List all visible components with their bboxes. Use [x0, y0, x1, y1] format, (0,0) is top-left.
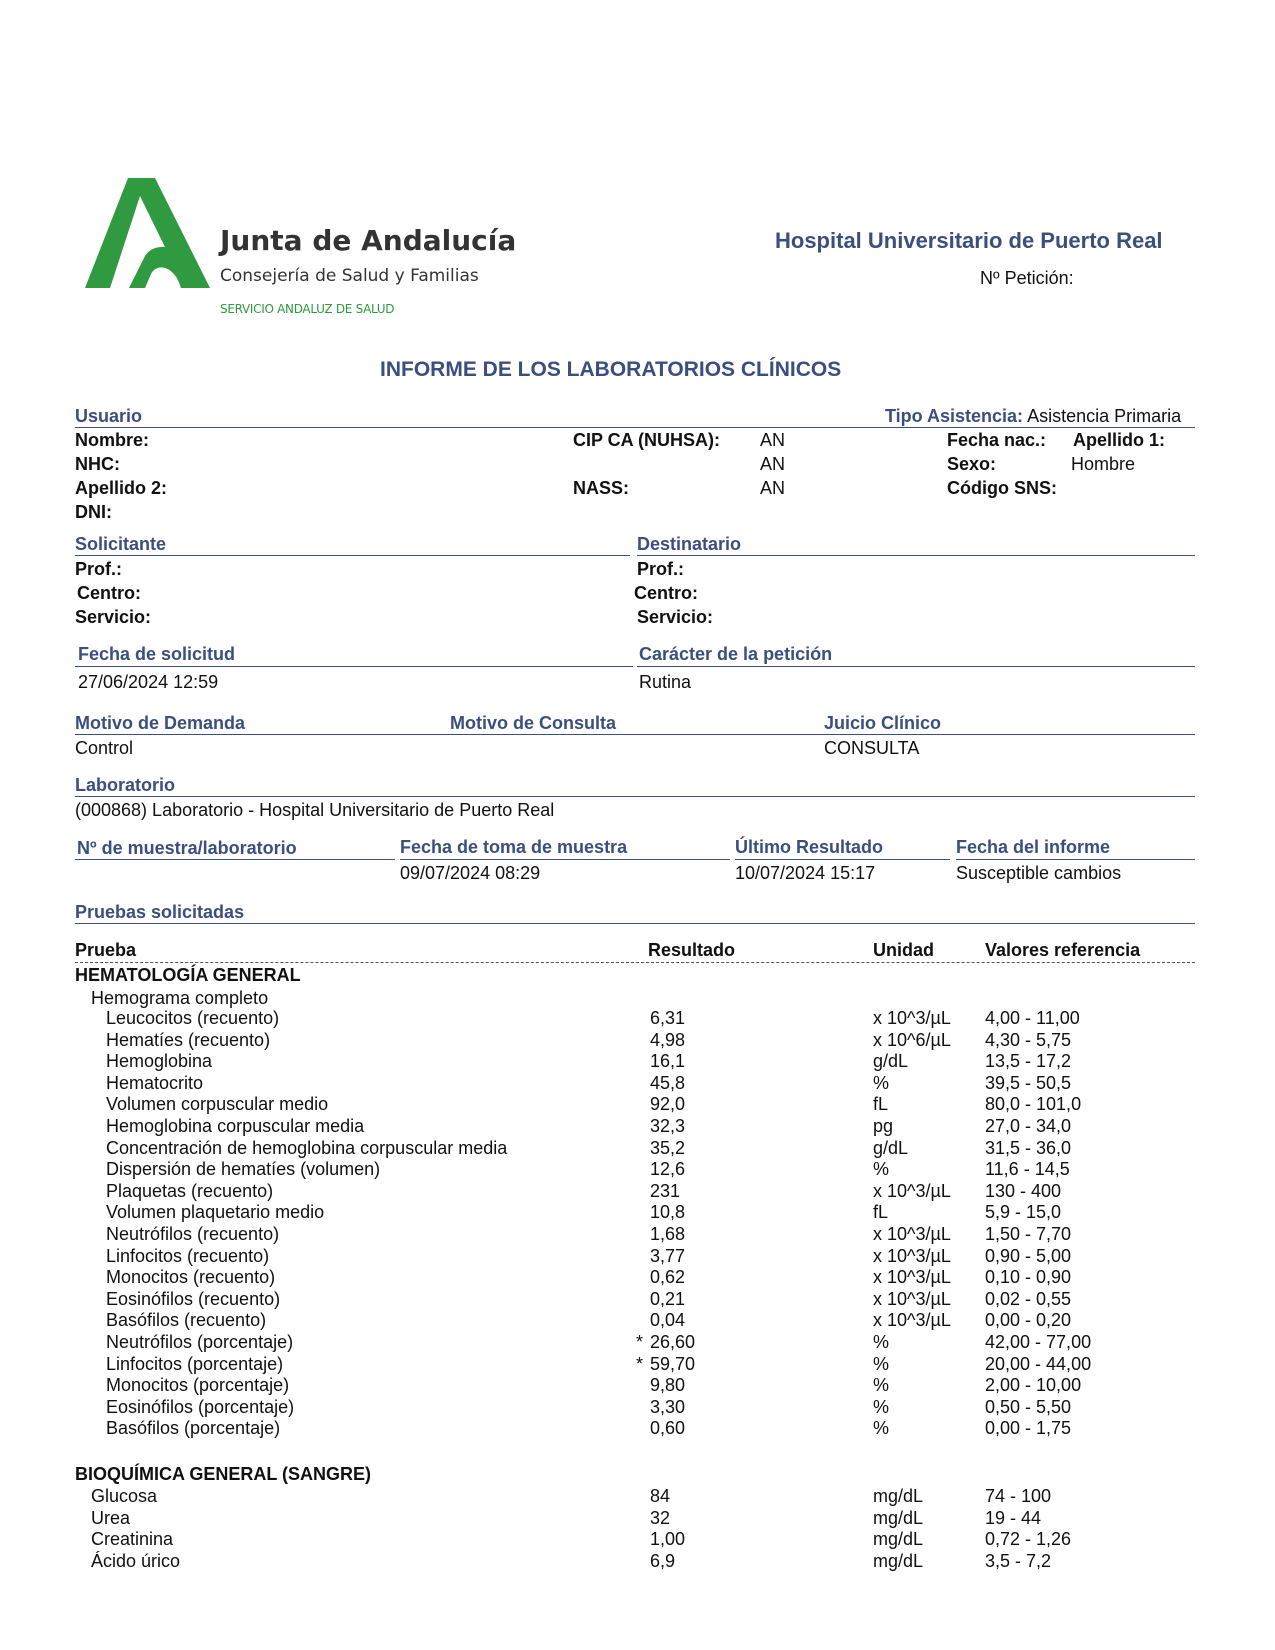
result-row — [0, 1267, 1275, 1288]
result-unit: x 10^3/µL — [873, 1310, 951, 1331]
test-name: Volumen plaquetario medio — [106, 1202, 325, 1223]
reference-range: 2,00 - 10,00 — [985, 1375, 1082, 1396]
destinatario-section-title: Destinatario — [637, 534, 742, 554]
num-muestra-label: Nº de muestra/laboratorio — [77, 838, 297, 858]
reference-range: 74 - 100 — [985, 1486, 1052, 1506]
result-value: 1,68 — [650, 1224, 686, 1244]
test-name: Concentración de hemoglobina corpuscular media — [106, 1137, 508, 1158]
result-unit: % — [873, 1418, 890, 1439]
solicitante-divider — [75, 555, 630, 556]
result-value: 10,8 — [650, 1202, 686, 1223]
caracter-label: Carácter de la petición — [639, 644, 833, 664]
test-name: Volumen corpuscular medio — [106, 1094, 329, 1115]
result-unit: x 10^3/µL — [873, 1288, 951, 1309]
reference-range: 0,72 - 1,26 — [985, 1529, 1072, 1550]
result-row — [0, 1008, 1275, 1029]
result-value: 1,00 — [650, 1529, 686, 1550]
result-row — [0, 1375, 1275, 1396]
table-header-divider — [75, 962, 1195, 963]
test-name: Neutrófilos (recuento) — [106, 1224, 280, 1244]
motivo-demanda-value: Control — [75, 738, 134, 758]
result-value: 32,3 — [650, 1116, 686, 1136]
reference-range: 80,0 - 101,0 — [985, 1094, 1082, 1115]
test-name: Creatinina — [91, 1529, 174, 1550]
result-row — [0, 1418, 1275, 1439]
reference-range: 20,00 - 44,00 — [985, 1353, 1092, 1374]
usuario-section-title: Usuario — [75, 406, 143, 426]
result-unit: fL — [873, 1202, 889, 1223]
result-row — [0, 1486, 1275, 1507]
sns-label: Código SNS: — [947, 478, 1057, 498]
juicio-clinico-value: CONSULTA — [824, 738, 920, 758]
test-name: Hematocrito — [106, 1072, 204, 1093]
result-unit: % — [873, 1375, 890, 1396]
reference-range: 31,5 - 36,0 — [985, 1137, 1072, 1158]
destinatario-centro: Centro: — [634, 583, 698, 603]
juicio-clinico-label: Juicio Clínico — [824, 713, 942, 733]
result-unit: g/dL — [873, 1051, 909, 1072]
result-row — [0, 1354, 1275, 1375]
reference-range: 4,00 - 11,00 — [985, 1008, 1080, 1028]
result-row — [0, 1397, 1275, 1418]
solicitante-prof: Prof.: — [75, 559, 122, 579]
result-value: 0,04 — [650, 1310, 686, 1331]
result-value: 16,1 — [650, 1051, 686, 1072]
test-name: Hemoglobina — [106, 1051, 213, 1072]
reference-range: 0,90 - 5,00 — [985, 1245, 1072, 1266]
result-row — [0, 1116, 1275, 1137]
result-row — [0, 1159, 1275, 1180]
reference-range: 4,30 - 5,75 — [985, 1029, 1072, 1050]
result-row — [0, 1224, 1275, 1245]
ultimo-resultado-label: Último Resultado — [735, 837, 884, 857]
reference-range: 0,50 - 5,50 — [985, 1396, 1072, 1417]
result-value: 0,60 — [650, 1418, 686, 1439]
result-row — [0, 1529, 1275, 1550]
motivo-demanda-label: Motivo de Demanda — [75, 713, 246, 733]
logo-subtitle: Consejería de Salud y Familias — [220, 266, 479, 286]
fecha-informe-label: Fecha del informe — [956, 837, 1111, 857]
solicitante-servicio: Servicio: — [75, 607, 152, 627]
result-value: 92,0 — [650, 1094, 686, 1115]
laboratorio-divider — [75, 796, 1195, 797]
result-value: 59,70 — [650, 1353, 696, 1374]
test-name: Glucosa — [91, 1486, 158, 1506]
logo-title: Junta de Andalucía — [220, 224, 517, 257]
hospital-name: Hospital Universitario de Puerto Real — [775, 228, 1163, 253]
abnormal-flag: * — [636, 1353, 644, 1374]
result-value: 231 — [650, 1180, 681, 1201]
destinatario-divider — [637, 555, 1195, 556]
hematologia-title: HEMATOLOGÍA GENERAL — [75, 965, 301, 985]
result-value: 3,77 — [650, 1245, 686, 1266]
reference-range: 0,10 - 0,90 — [985, 1267, 1072, 1288]
hemograma-subtitle: Hemograma completo — [91, 988, 269, 1008]
sexo-label: Sexo: — [947, 454, 997, 474]
motivo-consulta-label: Motivo de Consulta — [450, 713, 616, 733]
dni-label: DNI: — [75, 502, 112, 522]
fecha-toma-value: 09/07/2024 08:29 — [400, 863, 541, 883]
cip-label: CIP CA (NUHSA): — [573, 430, 720, 450]
result-row — [0, 1202, 1275, 1223]
result-value: 32 — [650, 1507, 671, 1528]
result-value: 35,2 — [650, 1137, 686, 1158]
result-unit: mg/dL — [873, 1550, 924, 1571]
caracter-value: Rutina — [639, 672, 692, 692]
abnormal-flag: * — [636, 1332, 644, 1352]
reference-range: 3,5 - 7,2 — [985, 1550, 1052, 1571]
test-name: Urea — [91, 1507, 131, 1528]
result-unit: % — [873, 1353, 890, 1374]
result-unit: mg/dL — [873, 1529, 924, 1550]
result-row — [0, 1030, 1275, 1051]
fecha-informe-divider — [956, 859, 1195, 860]
result-value: 0,21 — [650, 1288, 686, 1309]
test-name: Basófilos (porcentaje) — [106, 1418, 281, 1439]
result-unit: x 10^6/µL — [873, 1029, 951, 1050]
result-row — [0, 1246, 1275, 1267]
result-row — [0, 1181, 1275, 1202]
result-unit: g/dL — [873, 1137, 909, 1158]
result-unit: x 10^3/µL — [873, 1224, 951, 1244]
col-header-prueba: Prueba — [75, 940, 137, 960]
sexo-value: Hombre — [1071, 454, 1136, 474]
num-muestra-divider — [75, 859, 395, 860]
test-name: Monocitos (recuento) — [106, 1267, 276, 1288]
result-row — [0, 1310, 1275, 1331]
result-unit: % — [873, 1072, 890, 1093]
result-value: 45,8 — [650, 1072, 686, 1093]
fecha-solicitud-divider — [75, 666, 633, 667]
test-name: Hematíes (recuento) — [106, 1029, 271, 1050]
result-row — [0, 1051, 1275, 1072]
result-value: 4,98 — [650, 1029, 686, 1050]
nombre-label: Nombre: — [75, 430, 150, 450]
fecha-informe-value: Susceptible cambios — [956, 863, 1122, 883]
result-value: 84 — [650, 1486, 671, 1506]
tipo-asistencia-label: Tipo Asistencia: — [885, 406, 1024, 426]
reference-range: 13,5 - 17,2 — [985, 1051, 1072, 1072]
reference-range: 11,6 - 14,5 — [985, 1159, 1070, 1180]
col-header-referencia: Valores referencia — [985, 940, 1141, 960]
result-unit: mg/dL — [873, 1486, 924, 1506]
ultimo-resultado-value: 10/07/2024 15:17 — [735, 863, 876, 883]
usuario-divider — [75, 427, 1195, 428]
test-name: Basófilos (recuento) — [106, 1310, 267, 1331]
fecha-nac-label: Fecha nac.: — [947, 430, 1047, 450]
tipo-asistencia — [885, 406, 1181, 427]
reference-range: 0,00 - 1,75 — [985, 1418, 1072, 1439]
result-row — [0, 1138, 1275, 1159]
test-name: Eosinófilos (porcentaje) — [106, 1396, 295, 1417]
result-unit: mg/dL — [873, 1507, 924, 1528]
result-unit: x 10^3/µL — [873, 1008, 951, 1028]
test-name: Ácido úrico — [91, 1550, 181, 1571]
apellido2-label: Apellido 2: — [75, 478, 168, 498]
nhc-label: NHC: — [75, 454, 120, 474]
col-header-unidad: Unidad — [873, 940, 934, 960]
report-title: INFORME DE LOS LABORATORIOS CLÍNICOS — [380, 358, 842, 381]
pruebas-divider — [75, 923, 1195, 924]
an-value-2: AN — [760, 454, 786, 474]
reference-range: 0,00 - 0,20 — [985, 1310, 1072, 1331]
result-row — [0, 1551, 1275, 1572]
test-name: Monocitos (porcentaje) — [106, 1375, 290, 1396]
apellido1-label: Apellido 1: — [1073, 430, 1166, 450]
result-value: 26,60 — [650, 1332, 696, 1352]
solicitante-section-title: Solicitante — [75, 534, 167, 554]
result-unit: % — [873, 1332, 890, 1352]
result-unit: % — [873, 1159, 890, 1180]
test-name: Neutrófilos (porcentaje) — [106, 1332, 294, 1352]
nass-label: NASS: — [573, 478, 630, 498]
an-value-3: AN — [760, 478, 786, 498]
test-name: Linfocitos (recuento) — [106, 1245, 270, 1266]
reference-range: 1,50 - 7,70 — [985, 1224, 1072, 1244]
solicitante-centro: Centro: — [77, 583, 141, 603]
reference-range: 19 - 44 — [985, 1507, 1042, 1528]
result-value: 12,6 — [650, 1159, 686, 1180]
result-row — [0, 1289, 1275, 1310]
pruebas-section-title: Pruebas solicitadas — [75, 902, 245, 922]
result-value: 6,31 — [650, 1008, 686, 1028]
fecha-solicitud-value: 27/06/2024 12:59 — [78, 672, 219, 692]
tipo-asistencia-value: Asistencia Primaria — [1027, 406, 1182, 426]
fecha-solicitud-label: Fecha de solicitud — [78, 644, 236, 664]
result-unit: x 10^3/µL — [873, 1267, 951, 1288]
reference-range: 27,0 - 34,0 — [985, 1116, 1072, 1136]
test-name: Eosinófilos (recuento) — [106, 1288, 281, 1309]
test-name: Dispersión de hematíes (volumen) — [106, 1159, 381, 1180]
result-unit: % — [873, 1396, 890, 1417]
result-row — [0, 1508, 1275, 1529]
result-unit: x 10^3/µL — [873, 1180, 951, 1201]
reference-range: 42,00 - 77,00 — [985, 1332, 1092, 1352]
result-row — [0, 1073, 1275, 1094]
result-row — [0, 1332, 1275, 1353]
caracter-divider — [637, 666, 1195, 667]
test-name: Plaquetas (recuento) — [106, 1180, 274, 1201]
result-value: 6,9 — [650, 1550, 676, 1571]
destinatario-servicio: Servicio: — [637, 607, 714, 627]
laboratorio-value: (000868) Laboratorio - Hospital Universitario de Puerto Real — [75, 800, 555, 820]
result-value: 0,62 — [650, 1267, 686, 1288]
ultimo-resultado-divider — [735, 859, 950, 860]
test-name: Hemoglobina corpuscular media — [106, 1116, 365, 1136]
fecha-toma-label: Fecha de toma de muestra — [400, 837, 628, 857]
result-unit: x 10^3/µL — [873, 1245, 951, 1266]
reference-range: 39,5 - 50,5 — [985, 1072, 1072, 1093]
reference-range: 130 - 400 — [985, 1180, 1062, 1201]
test-name: Linfocitos (porcentaje) — [106, 1353, 284, 1374]
an-value-1: AN — [760, 430, 786, 450]
reference-range: 0,02 - 0,55 — [985, 1288, 1072, 1309]
result-unit: fL — [873, 1094, 889, 1115]
result-value: 3,30 — [650, 1396, 686, 1417]
result-value: 9,80 — [650, 1375, 686, 1396]
motivos-divider — [75, 734, 1195, 735]
test-name: Leucocitos (recuento) — [106, 1008, 280, 1028]
fecha-toma-divider — [400, 859, 730, 860]
result-row — [0, 1094, 1275, 1115]
col-header-resultado: Resultado — [648, 940, 736, 960]
reference-range: 5,9 - 15,0 — [985, 1202, 1062, 1223]
peticion-label: Nº Petición: — [980, 268, 1074, 288]
destinatario-prof: Prof.: — [637, 559, 684, 579]
laboratorio-label: Laboratorio — [75, 775, 176, 795]
logo-service: SERVICIO ANDALUZ DE SALUD — [220, 302, 395, 316]
bioquimica-title: BIOQUÍMICA GENERAL (SANGRE) — [75, 1464, 372, 1484]
junta-a-logo-icon — [85, 178, 210, 293]
result-unit: pg — [873, 1116, 894, 1136]
junta-logo — [85, 178, 517, 328]
